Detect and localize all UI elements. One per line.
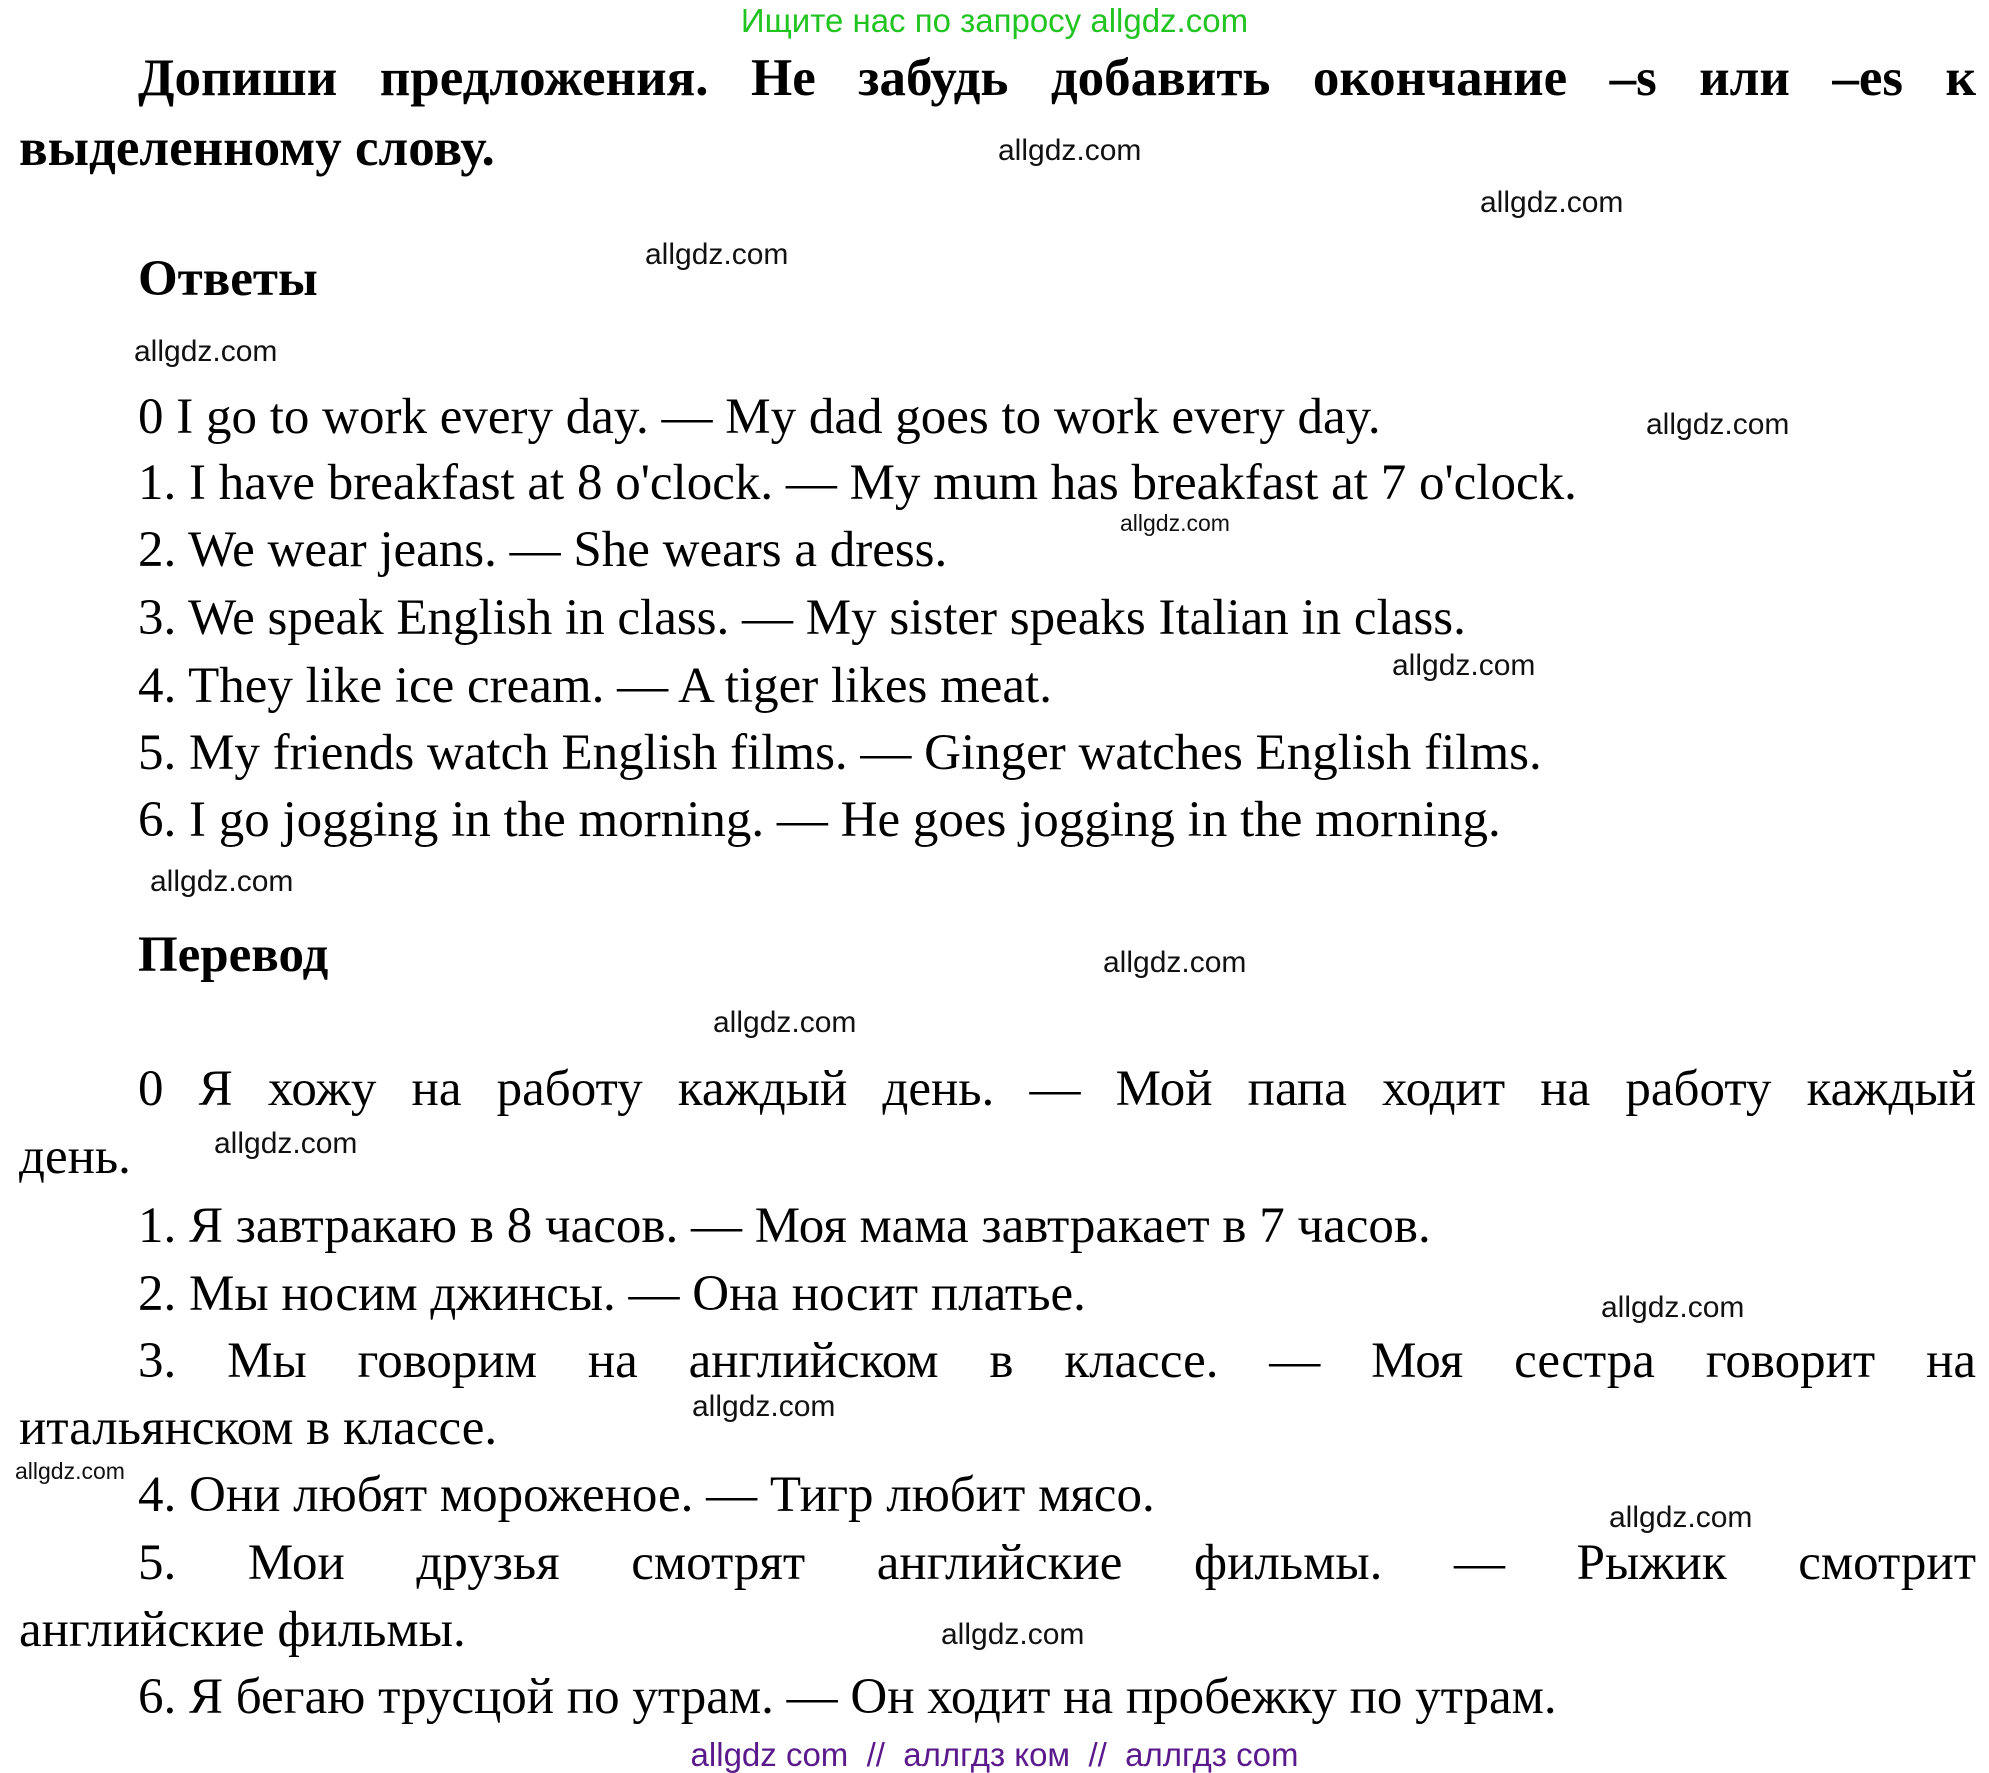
answer-line-4: 4. They like ice cream. — A tiger likes meat. xyxy=(138,658,1052,714)
watermark: allgdz.com xyxy=(15,1458,125,1484)
translation-line-5b: английские фильмы. xyxy=(19,1602,466,1658)
watermark: allgdz.com xyxy=(692,1390,836,1423)
translation-line-0a: 0 Я хожу на работу каждый день. — Мой папа ходит на работу каждый xyxy=(138,1061,1976,1117)
translation-line-2: 2. Мы носим джинсы. — Она носит платье. xyxy=(138,1266,1086,1322)
watermark: allgdz.com xyxy=(713,1006,857,1039)
watermark: allgdz.com xyxy=(150,865,294,898)
answer-line-5: 5. My friends watch English films. — Ginger watches English films. xyxy=(138,725,1542,781)
top-banner: Ищите нас по запросу allgdz.com xyxy=(740,2,1249,39)
translation-line-4: 4. Они любят мороженое. — Тигр любит мясо. xyxy=(138,1467,1155,1523)
translation-line-3b: итальянском в классе. xyxy=(19,1400,498,1456)
footer-watermark: allgdz com // аллгдз ком // аллгдз com xyxy=(690,1736,1299,1773)
watermark: allgdz.com xyxy=(998,134,1142,167)
watermark: allgdz.com xyxy=(1120,510,1230,536)
task-title-line-1: Допиши предложения. Не забудь добавить окончание –s или –es к xyxy=(138,49,1976,107)
answer-line-3: 3. We speak English in class. — My sister speaks Italian in class. xyxy=(138,590,1466,646)
watermark: allgdz.com xyxy=(941,1618,1085,1651)
translation-heading: Перевод xyxy=(138,927,329,983)
translation-line-0b: день. xyxy=(19,1129,131,1185)
watermark: allgdz.com xyxy=(1601,1291,1745,1324)
translation-line-1: 1. Я завтракаю в 8 часов. — Моя мама завтракает в 7 часов. xyxy=(138,1198,1431,1254)
answer-line-1: 1. I have breakfast at 8 o'clock. — My mum has breakfast at 7 o'clock. xyxy=(138,455,1577,511)
translation-line-3a: 3. Мы говорим на английском в классе. — Моя сестра говорит на xyxy=(138,1333,1976,1389)
watermark: allgdz.com xyxy=(1103,946,1247,979)
translation-line-5a: 5. Мои друзья смотрят английские фильмы. — Рыжик смотрит xyxy=(138,1535,1976,1591)
task-title-line-2: выделенному слову. xyxy=(19,119,495,177)
watermark: allgdz.com xyxy=(1392,649,1536,682)
answer-line-6: 6. I go jogging in the morning. — He goes jogging in the morning. xyxy=(138,792,1501,848)
watermark: allgdz.com xyxy=(214,1127,358,1160)
watermark: allgdz.com xyxy=(1609,1501,1753,1534)
watermark: allgdz.com xyxy=(1646,408,1790,441)
watermark: allgdz.com xyxy=(645,238,789,271)
watermark: allgdz.com xyxy=(1480,186,1624,219)
translation-line-6: 6. Я бегаю трусцой по утрам. — Он ходит на пробежку по утрам. xyxy=(138,1669,1557,1725)
answer-line-2: 2. We wear jeans. — She wears a dress. xyxy=(138,522,948,578)
answers-heading: Ответы xyxy=(138,251,318,307)
answer-line-0: 0 I go to work every day. — My dad goes to work every day. xyxy=(138,389,1381,445)
watermark: allgdz.com xyxy=(134,335,278,368)
